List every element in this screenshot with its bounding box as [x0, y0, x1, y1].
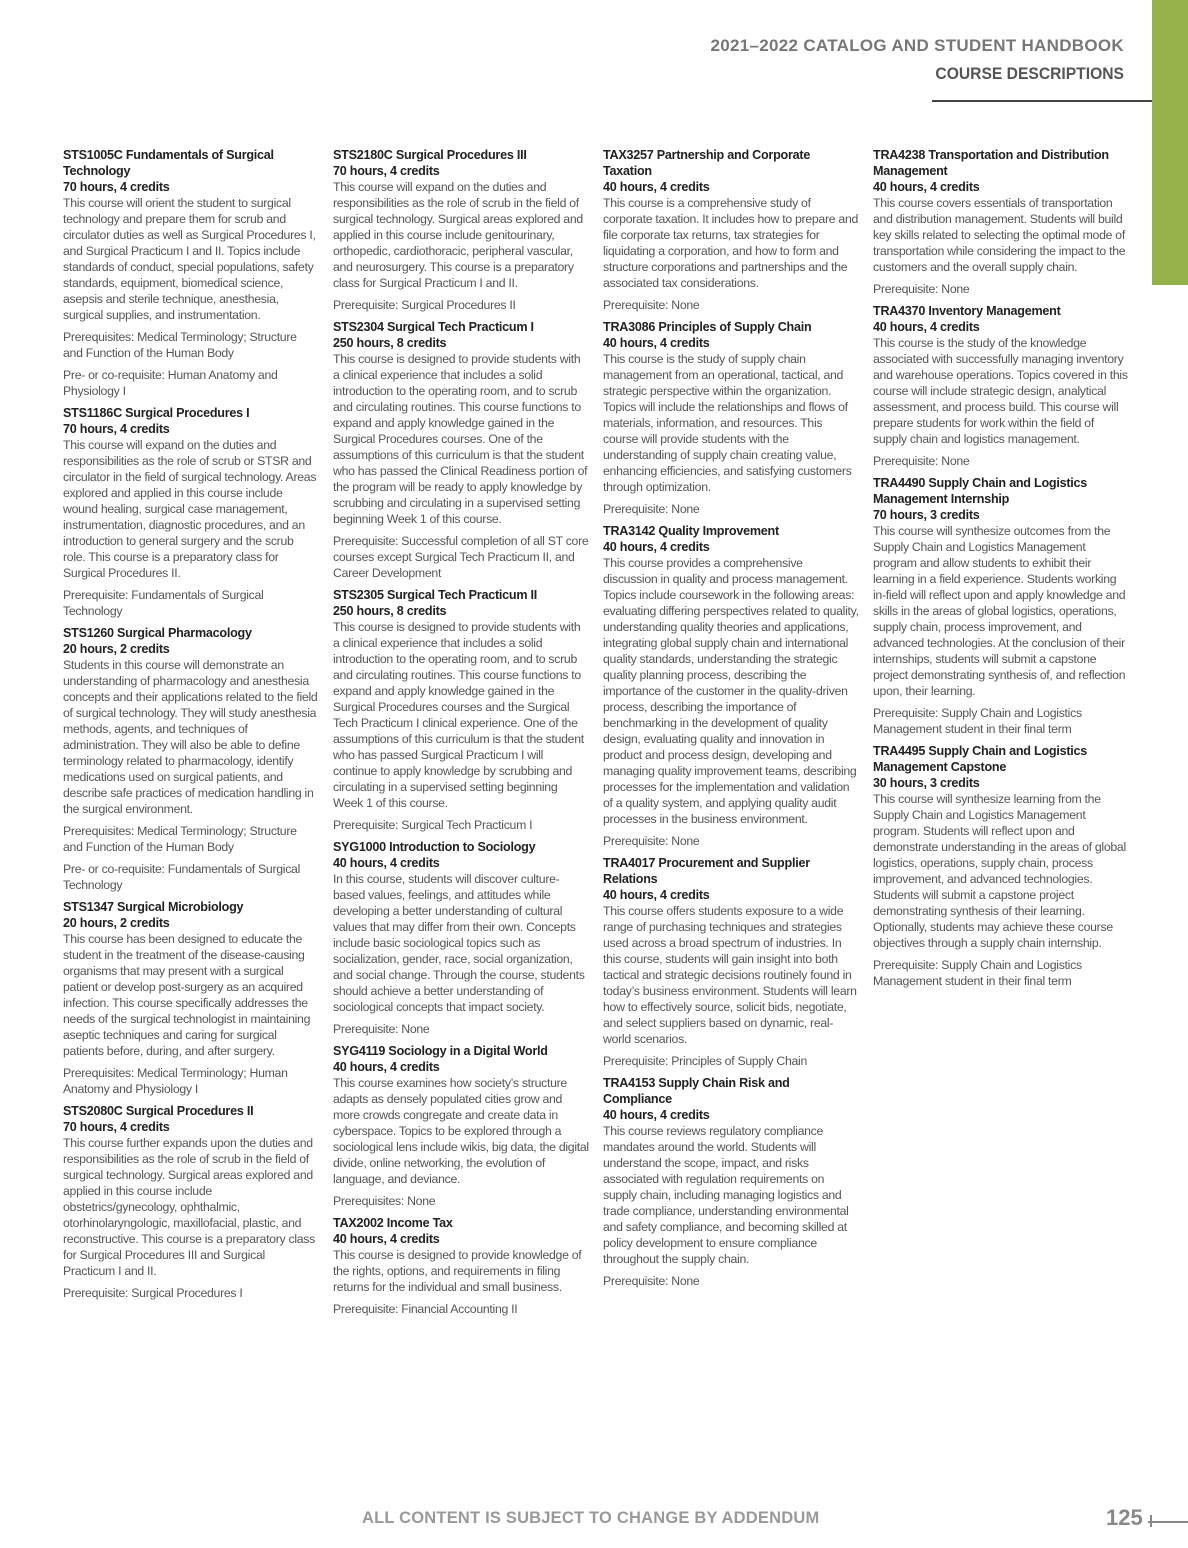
- catalog-title: 2021–2022 CATALOG AND STUDENT HANDBOOK: [710, 36, 1124, 55]
- course-title: STS2304 Surgical Tech Practicum I: [333, 320, 534, 334]
- course-title: TRA4017 Procurement and Supplier Relations: [603, 856, 810, 886]
- course-entry: [603, 319, 859, 517]
- course-entry: [333, 839, 589, 1037]
- course-prerequisite: Prerequisite: Fundamentals of Surgical Technology: [63, 588, 264, 618]
- course-entry: [873, 303, 1129, 469]
- column-4: [873, 147, 1129, 995]
- course-title: STS1347 Surgical Microbiology: [63, 900, 244, 914]
- course-description: Students in this course will demonstrate an understanding of pharmacology and anesthesia concepts and their applications related to the field of surgical technology. They will study anesthesia methods, agents, and techniques of administration. They will also be able to define terminology related to pharmacology, identify medications used on surgical patients, and describe safe practices of medication handling in the surgical environment.: [63, 658, 318, 816]
- course-hours: 70 hours, 4 credits: [63, 180, 170, 194]
- course-title: STS1186C Surgical Procedures I: [63, 406, 250, 420]
- course-entry: [873, 743, 1129, 989]
- course-prerequisite: Prerequisite: None: [603, 1274, 700, 1288]
- course-hours: 70 hours, 4 credits: [63, 1120, 170, 1134]
- course-entry: [333, 147, 589, 313]
- course-title: TRA4238 Transportation and Distribution Management: [873, 148, 1109, 178]
- course-hours: 70 hours, 4 credits: [63, 422, 170, 436]
- course-prerequisite: Pre- or co-requisite: Human Anatomy and Physiology I: [63, 368, 278, 398]
- course-description: This course will orient the student to surgical technology and prepare them for scrub and circulator duties as well as Surgical Procedures I, and Surgical Practicum I and II. Topics include standards of conduct, special populations, safety standards, equipment, biomedical science, asepsis and sterile technique, anesthesia, surgical supplies, and instrumentation.: [63, 196, 316, 322]
- course-title: STS1260 Surgical Pharmacology: [63, 626, 252, 640]
- course-entry: [603, 1075, 859, 1289]
- course-hours: 40 hours, 4 credits: [873, 320, 980, 334]
- course-title: TAX2002 Income Tax: [333, 1216, 453, 1230]
- course-entry: [333, 1215, 589, 1317]
- course-title: TRA4495 Supply Chain and Logistics Management Capstone: [873, 744, 1088, 774]
- course-prerequisite: Prerequisite: None: [333, 1022, 430, 1036]
- course-description: This course offers students exposure to a wide range of purchasing techniques and strategies used across a broad spectrum of industries. In this course, students will gain insight into both tactical and strategic decisions routinely found in today’s business environment. Students will learn how to effectively source, solicit bids, negotiate, and select suppliers based on dynamic, real-world scenarios.: [603, 904, 857, 1046]
- course-hours: 250 hours, 8 credits: [333, 336, 447, 350]
- course-description: This course provides a comprehensive discussion in quality and process management. Topics include coursework in the following areas: evaluating differing perspectives related to quality, understanding quality theories and applications, integrating global supply chain and international quality standards, understanding the strategic quality planning process, describing the importance of the customer in the quality-driven process, describing the importance of benchmarking in the development of quality design, evaluating quality and innovation in product and process design, developing and managing quality improvement teams, describing processes for the implementation and validation of a quality system, and applying quality audit processes in the business environment.: [603, 556, 859, 826]
- course-title: TAX3257 Partnership and Corporate Taxation: [603, 148, 811, 178]
- course-description: This course has been designed to educate the student in the treatment of the disease-causing organisms that may present with a surgical patient or develop post-surgery as an acquired infection. This course specifically addresses the needs of the surgical technologist in maintaining aseptic techniques and caring for surgical patients before, during, and after surgery.: [63, 932, 311, 1058]
- course-entry: [603, 855, 859, 1069]
- course-prerequisite: Prerequisite: Principles of Supply Chain: [603, 1054, 807, 1068]
- course-entry: [333, 587, 589, 833]
- page-number-rule: [1148, 1521, 1188, 1523]
- course-hours: 20 hours, 2 credits: [63, 916, 170, 930]
- course-title: TRA3142 Quality Improvement: [603, 524, 779, 538]
- course-hours: 40 hours, 4 credits: [333, 1060, 440, 1074]
- section-tab: [1152, 0, 1188, 285]
- course-prerequisite: Prerequisite: None: [873, 282, 970, 296]
- column-2: [333, 147, 589, 1323]
- course-prerequisite: Prerequisites: Medical Terminology; Structure and Function of the Human Body: [63, 330, 297, 360]
- course-entry: [63, 625, 319, 893]
- course-entry: [63, 899, 319, 1097]
- course-title: TRA4370 Inventory Management: [873, 304, 1061, 318]
- course-hours: 40 hours, 4 credits: [603, 180, 710, 194]
- course-title: STS2305 Surgical Tech Practicum II: [333, 588, 538, 602]
- section-tab-corner: [1152, 250, 1188, 285]
- course-entry: [603, 523, 859, 849]
- page-number: 125: [1106, 1505, 1143, 1530]
- course-hours: 70 hours, 4 credits: [333, 164, 440, 178]
- course-entry: [63, 147, 319, 399]
- course-prerequisite: Pre- or co-requisite: Fundamentals of Surgical Technology: [63, 862, 301, 892]
- course-hours: 20 hours, 2 credits: [63, 642, 170, 656]
- column-3: [603, 147, 859, 1295]
- course-prerequisite: Prerequisite: Successful completion of all ST core courses except Surgical Tech Practicum II, and Career Development: [333, 534, 589, 580]
- course-hours: 30 hours, 3 credits: [873, 776, 980, 790]
- course-prerequisite: Prerequisite: None: [603, 298, 700, 312]
- course-description: This course covers essentials of transportation and distribution management. Students will build key skills related to selecting the optimal mode of transportation while considering the impact to the customers and the overall supply chain.: [873, 196, 1126, 274]
- course-description: This course examines how society’s structure adapts as densely populated cities grow and more crowds congregate and create data in cyberspace. Topics to be explored through a sociological lens include wikis, big data, the digital divide, online networking, the evolution of language, and deviance.: [333, 1076, 589, 1186]
- course-hours: 40 hours, 4 credits: [603, 336, 710, 350]
- course-prerequisite: Prerequisite: Surgical Tech Practicum I: [333, 818, 533, 832]
- section-title: COURSE DESCRIPTIONS: [935, 64, 1124, 83]
- course-entry: [873, 475, 1129, 737]
- course-entry: [63, 405, 319, 619]
- course-description: This course will synthesize learning from the Supply Chain and Logistics Management program. Students will reflect upon and demonstrate understanding in the areas of global logistics, operations, supply chain, process improvement, and advanced technologies. Students will submit a capstone project demonstrating synthesis of their learning. Optionally, students may achieve these course objectives through a supply chain internship.: [873, 792, 1126, 950]
- course-entry: [873, 147, 1129, 297]
- course-prerequisite: Prerequisites: Medical Terminology; Human Anatomy and Physiology I: [63, 1066, 288, 1096]
- course-prerequisite: Prerequisite: None: [603, 502, 700, 516]
- course-description: This course is the study of supply chain management from an operational, tactical, and strategic perspective within the organization. Topics will include the relationships and flows of materials, information, and resources. This course will provide students with the understanding of supply chain creating value, enhancing efficiencies, and satisfying customers through optimization.: [603, 352, 852, 494]
- course-description: This course is the study of the knowledge associated with successfully managing inventory and warehouse operations. Topics covered in this course will include strategic design, analytical assessment, and process build. This course will prepare students for work within the field of supply chain and logistics management.: [873, 336, 1128, 446]
- course-description: This course will expand on the duties and responsibilities as the role of scrub in the field of surgical technology. Surgical areas explored and applied in this course include genitourinary, orthopedic, cardiothoracic, peripheral vascular, and neurosurgery. This course is a preparatory class for Surgical Practicum I and II.: [333, 180, 583, 290]
- course-title: STS2180C Surgical Procedures III: [333, 148, 527, 162]
- course-prerequisite: Prerequisites: Medical Terminology; Structure and Function of the Human Body: [63, 824, 297, 854]
- course-hours: 40 hours, 4 credits: [603, 540, 710, 554]
- course-description: In this course, students will discover culture-based values, feelings, and attitudes while developing a better understanding of cultural values that may differ from their own. Concepts include basic sociological topics such as socialization, gender, race, social organization, and social change. Through the course, students should achieve a better understanding of sociological concepts that impact society.: [333, 872, 585, 1014]
- course-hours: 40 hours, 4 credits: [603, 1108, 710, 1122]
- course-prerequisite: Prerequisites: None: [333, 1194, 436, 1208]
- course-description: This course will expand on the duties and responsibilities as the role of scrub or STSR and circulator in the field of surgical technology. Areas explored and applied in this course include wound healing, surgical case management, instrumentation, diagnostic procedures, and an introduction to general surgery and the scrub role. This course is a preparatory class for Surgical Procedures II.: [63, 438, 317, 580]
- course-prerequisite: Prerequisite: Surgical Procedures II: [333, 298, 516, 312]
- course-title: STS2080C Surgical Procedures II: [63, 1104, 254, 1118]
- footer-notice: ALL CONTENT IS SUBJECT TO CHANGE BY ADDENDUM: [362, 1509, 820, 1527]
- course-description: This course is designed to provide students with a clinical experience that includes a solid introduction to the operating room, and to scrub and circulating routines. This course functions to expand and apply knowledge gained in the Surgical Procedures courses. One of the assumptions of this curriculum is that the student who has passed the Clinical Readiness portion of the program will be ready to apply knowledge by scrubbing and circulating in a supervised setting beginning Week 1 of this course.: [333, 352, 588, 526]
- course-title: TRA4153 Supply Chain Risk and Compliance: [603, 1076, 790, 1106]
- course-hours: 40 hours, 4 credits: [873, 180, 980, 194]
- course-description: This course is designed to provide knowledge of the rights, options, and requirements in filing returns for the individual and small business.: [333, 1248, 582, 1294]
- course-hours: 70 hours, 3 credits: [873, 508, 980, 522]
- course-description: This course further expands upon the duties and responsibilities as the role of scrub in the field of surgical technology. Surgical areas explored and applied in this course include obstetrics/gynecology, ophthalmic, otorhinolaryngologic, maxillofacial, plastic, and reconstructive. This course is a preparatory class for Surgical Procedures III and Surgical Practicum I and II.: [63, 1136, 315, 1278]
- column-1: [63, 147, 319, 1307]
- course-hours: 40 hours, 4 credits: [603, 888, 710, 902]
- course-prerequisite: Prerequisite: Supply Chain and Logistics Management student in their final term: [873, 958, 1082, 988]
- course-title: STS1005C Fundamentals of Surgical Technology: [63, 148, 274, 178]
- course-entry: [63, 1103, 319, 1301]
- course-title: TRA3086 Principles of Supply Chain: [603, 320, 812, 334]
- course-title: SYG1000 Introduction to Sociology: [333, 840, 536, 854]
- header-rule: [932, 100, 1152, 102]
- course-description: This course is a comprehensive study of corporate taxation. It includes how to prepare and file corporate tax returns, tax strategies for liquidating a corporation, and how to form and structure corporations and partnerships and the associated tax considerations.: [603, 196, 859, 290]
- course-prerequisite: Prerequisite: Financial Accounting II: [333, 1302, 518, 1316]
- course-title: TRA4490 Supply Chain and Logistics Management Internship: [873, 476, 1088, 506]
- course-prerequisite: Prerequisite: Supply Chain and Logistics Management student in their final term: [873, 706, 1082, 736]
- course-entry: [333, 319, 589, 581]
- course-entry: [603, 147, 859, 313]
- course-prerequisite: Prerequisite: None: [603, 834, 700, 848]
- course-description: This course reviews regulatory compliance mandates around the world. Students will understand the scope, impact, and risks associated with regulation requirements on supply chain, including managing logistics and trade compliance, understanding environmental and safety compliance, and becoming skilled at policy development to ensure compliance throughout the supply chain.: [603, 1124, 849, 1266]
- course-hours: 250 hours, 8 credits: [333, 604, 447, 618]
- course-entry: [333, 1043, 589, 1209]
- course-prerequisite: Prerequisite: Surgical Procedures I: [63, 1286, 243, 1300]
- course-hours: 40 hours, 4 credits: [333, 856, 440, 870]
- course-title: SYG4119 Sociology in a Digital World: [333, 1044, 548, 1058]
- course-description: This course will synthesize outcomes from the Supply Chain and Logistics Management program and allow students to exhibit their learning in a field experience. Students working in-field will reflect upon and apply knowledge and skills in the areas of global logistics, operations, supply chain, process improvement, and advanced technologies. At the conclusion of their internships, students will submit a capstone project demonstrating synthesis of, and reflection upon, their learning.: [873, 524, 1126, 698]
- course-prerequisite: Prerequisite: None: [873, 454, 970, 468]
- course-description: This course is designed to provide students with a clinical experience that includes a solid introduction to the operating room, and to scrub and circulating routines. This course functions to expand and apply knowledge gained in the Surgical Procedures courses and the Surgical Tech Practicum I clinical experience. One of the assumptions of this curriculum is that the student who has passed Surgical Practicum I will continue to apply knowledge by scrubbing and circulating in a supervised setting beginning Week 1 of this course.: [333, 620, 584, 810]
- course-hours: 40 hours, 4 credits: [333, 1232, 440, 1246]
